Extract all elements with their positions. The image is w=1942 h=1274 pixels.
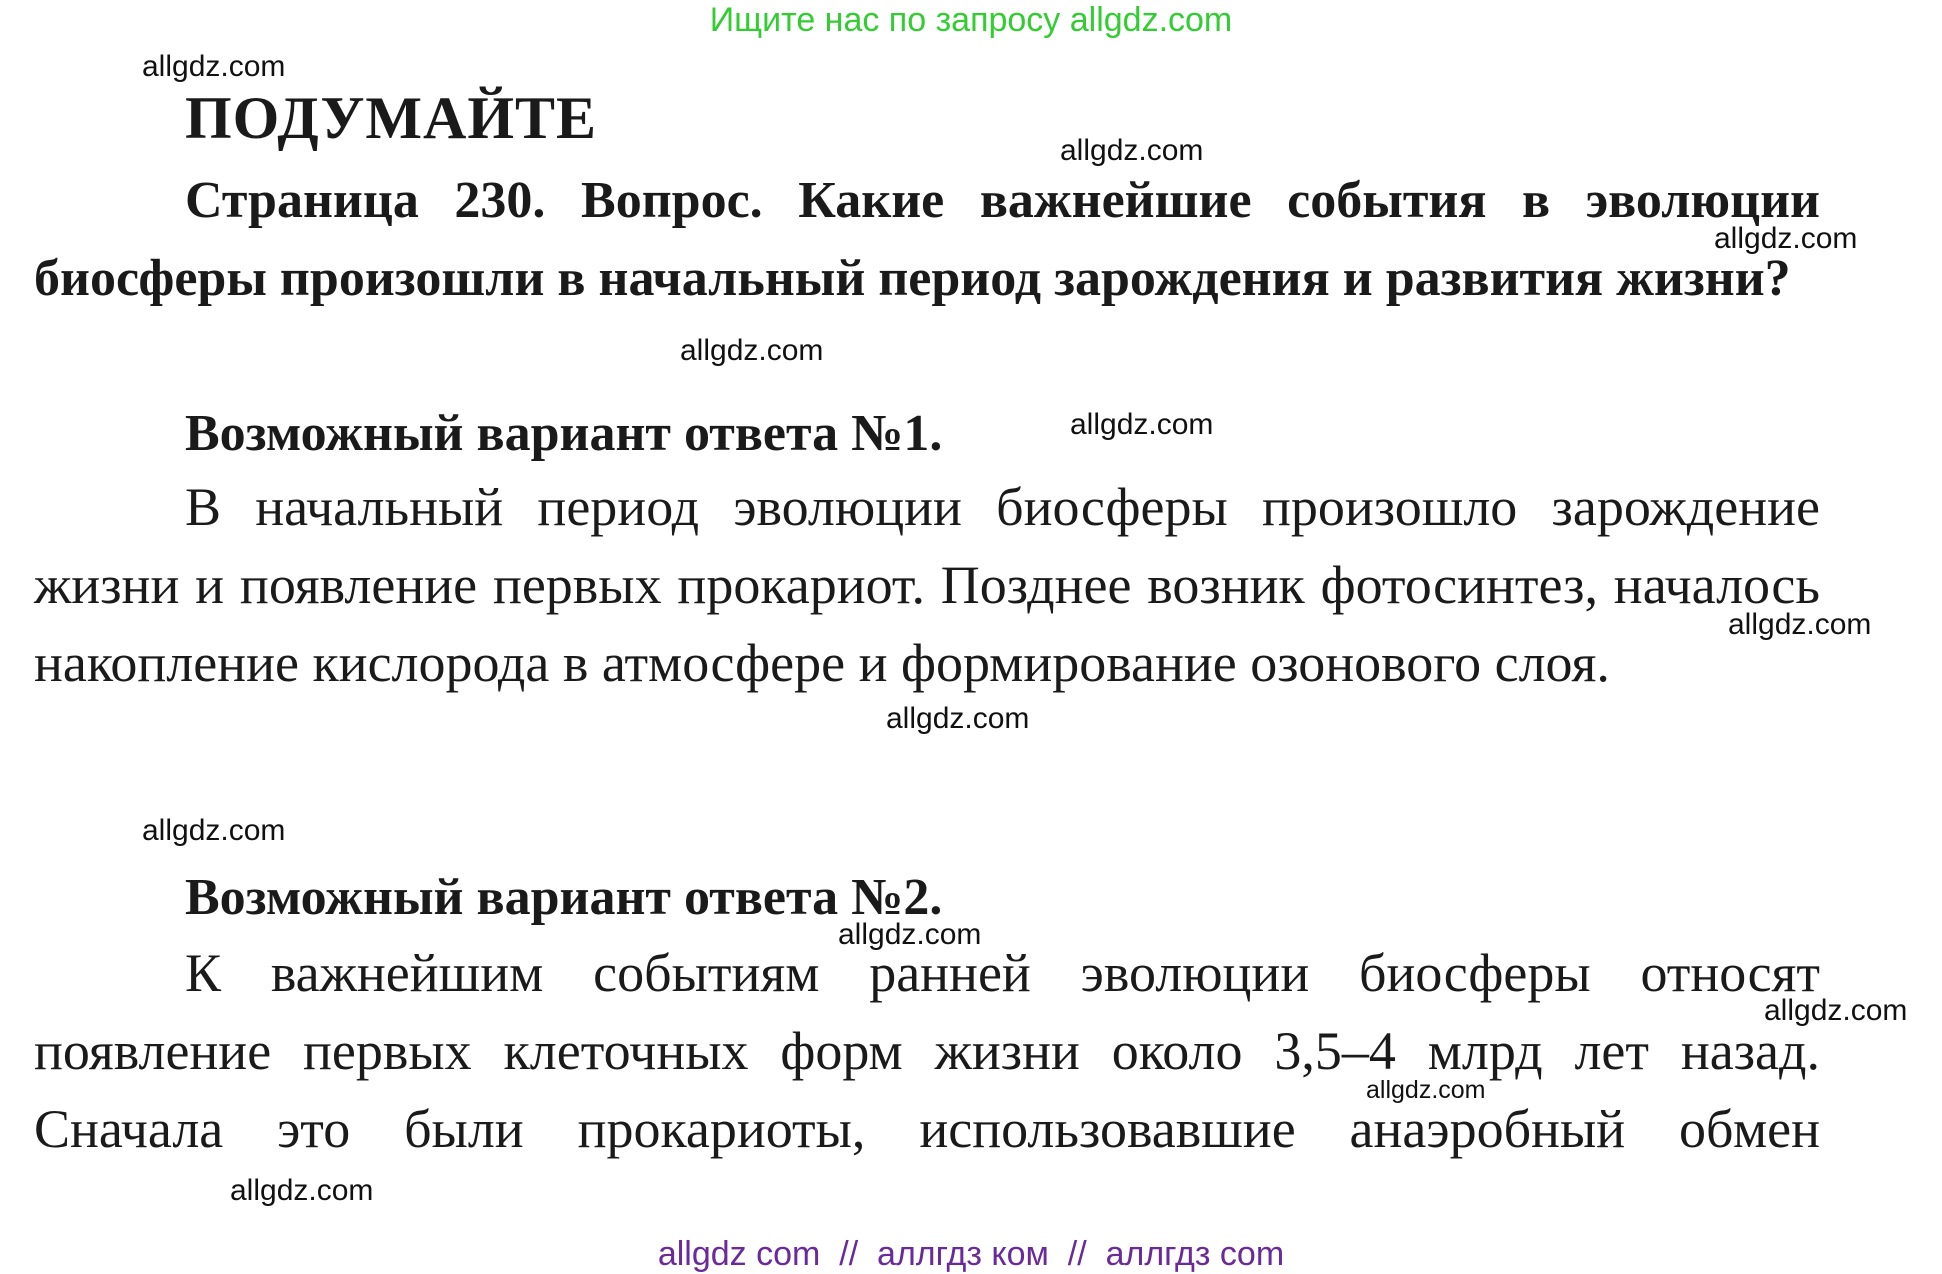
watermark: allgdz.com bbox=[1366, 1076, 1486, 1104]
watermark: allgdz.com bbox=[230, 1174, 374, 1207]
watermark: allgdz.com bbox=[886, 702, 1030, 735]
footer-links: allgdz com // аллгдз ком // аллгдз com bbox=[657, 1235, 1285, 1273]
watermark: allgdz.com bbox=[142, 50, 286, 83]
watermark: allgdz.com bbox=[1764, 994, 1908, 1027]
answer-2-text: К важнейшим событиям ранней эволюции биосферы относят появление первых клеточных форм жизни около 3,5–4 млрд лет назад. Сначала это были прокариоты, использовавшие анаэробный обмен bbox=[34, 943, 1820, 1159]
question-text: Страница 230. Вопрос. Какие важнейшие события в эволюции биосферы произошли в начальный период зарождения и развития жизни? bbox=[34, 172, 1820, 307]
watermark: allgdz.com bbox=[1714, 222, 1858, 255]
watermark: allgdz.com bbox=[1070, 408, 1214, 441]
watermark: allgdz.com bbox=[142, 814, 286, 847]
answer-1-text: В начальный период эволюции биосферы произошло зарождение жизни и появление первых прокариот. Позднее возник фотосинтез, началось накопление кислорода в атмосфере и формирование озонового слоя. bbox=[34, 477, 1820, 693]
watermark: allgdz.com bbox=[680, 334, 824, 367]
top-banner: Ищите нас по запросу allgdz.com bbox=[709, 1, 1233, 39]
watermark: allgdz.com bbox=[1728, 608, 1872, 641]
watermark: allgdz.com bbox=[838, 918, 982, 951]
answer-1-title: Возможный вариант ответа №1. bbox=[185, 405, 943, 462]
page-heading: ПОДУМАЙТЕ bbox=[185, 85, 598, 151]
answer-2-title: Возможный вариант ответа №2. bbox=[185, 869, 943, 926]
watermark: allgdz.com bbox=[1060, 134, 1204, 167]
